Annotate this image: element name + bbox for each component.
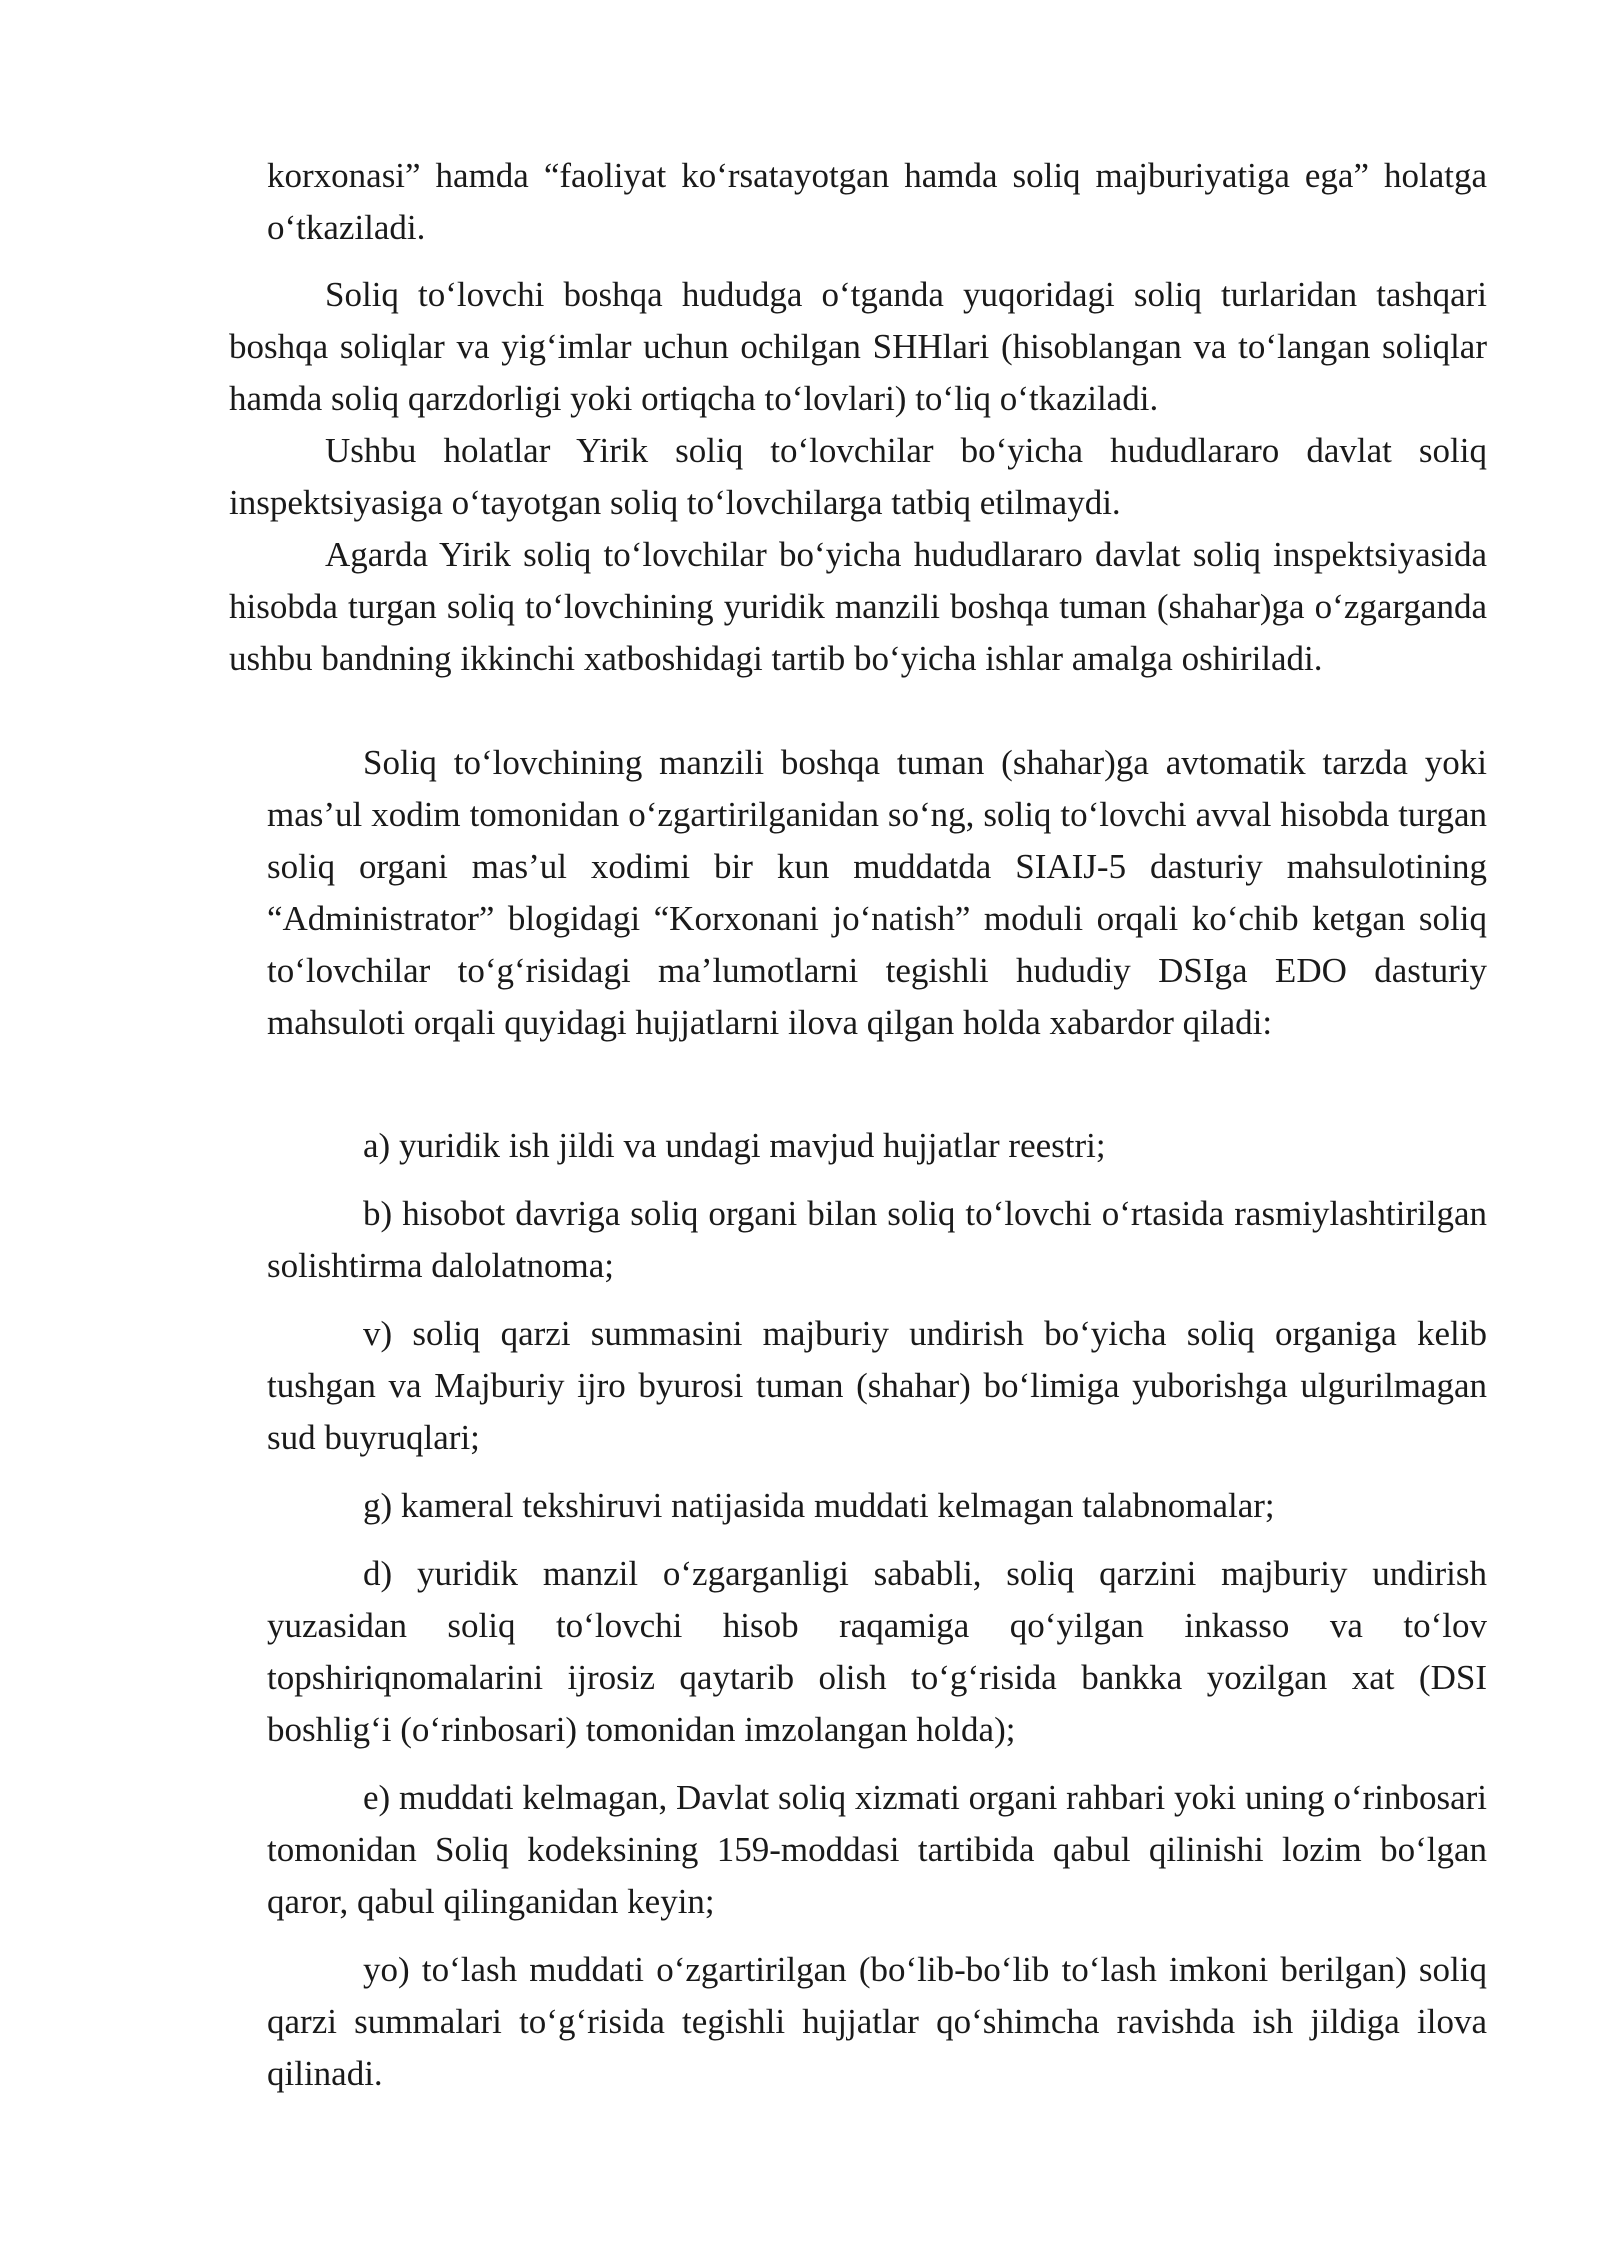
list-item-g: g) kameral tekshiruvi natijasida muddati kelmagan talabnomalar; (363, 1486, 1275, 1525)
paragraph-exception: Ushbu holatlar Yirik soliq to‘lovchilar bo‘yicha hududlararo davlat soliq inspektsiyasiga o‘tayotgan soliq to‘lovchilarga tatbiq etilmaydi. (229, 431, 1487, 522)
paragraph-large-taxpayers: Agarda Yirik soliq to‘lovchilar bo‘yicha hududlararo davlat soliq inspektsiyasida hisobda turgan soliq to‘lovchining yuridik manzili boshqa tuman (shahar)ga o‘zgarganda ushbu bandning ikkinchi xatboshidagi tartib bo‘yicha ishlar amalga oshiriladi. (229, 535, 1487, 678)
paragraph-address-change: Soliq to‘lovchining manzili boshqa tuman (shahar)ga avtomatik tarzda yoki mas’ul xodim tomonidan o‘zgartirilganidan so‘ng, soliq to‘lovchi avval hisobda turgan soliq organi mas’ul xodimi bir kun muddatda SIAIJ-5 dasturiy mahsulotining “Administrator” blogidagi “Korxonani jo‘natish” moduli orqali ko‘chib ketgan soliq to‘lovchilar to‘g‘risidagi ma’lumotlarni tegishli hududiy DSIga EDO dasturiy mahsuloti orqali quyidagi hujjatlarni ilova qilgan holda xabardor qiladi: (267, 743, 1487, 1042)
list-item-d: d) yuridik manzil o‘zgarganligi sababli, soliq qarzini majburiy undirish yuzasidan soliq to‘lovchi hisob raqamiga qo‘yilgan inkasso va to‘lov topshiriqnomalarini ijrosiz qaytarib olish to‘g‘risida bankka yozilgan xat (DSI boshlig‘i (o‘rinbosari) tomonidan imzolangan holda); (267, 1554, 1487, 1749)
paragraph-transfer-taxes: Soliq to‘lovchi boshqa hududga o‘tganda yuqoridagi soliq turlaridan tashqari boshqa soliqlar va yig‘imlar uchun ochilgan SHHlari (hisoblangan va to‘langan soliqlar hamda soliq qarzdorligi yoki ortiqcha to‘lovlari) to‘liq o‘tkaziladi. (229, 275, 1487, 418)
list-item-e: e) muddati kelmagan, Davlat soliq xizmati organi rahbari yoki uning o‘rinbosari tomonidan Soliq kodeksining 159-moddasi tartibida qabul qilinishi lozim bo‘lgan qaror, qabul qilinganidan keyin; (267, 1778, 1487, 1921)
list-item-yo: yo) to‘lash muddati o‘zgartirilgan (bo‘lib-bo‘lib to‘lash imkoni berilgan) soliq qarzi summalari to‘g‘risida tegishli hujjatlar qo‘shimcha ravishda ish jildiga ilova qilinadi. (267, 1950, 1487, 2093)
paragraph-continuation: korxonasi” hamda “faoliyat ko‘rsatayotgan hamda soliq majburiyatiga ega” holatga o‘tkaziladi. (267, 156, 1487, 247)
list-item-v: v) soliq qarzi summasini majburiy undirish bo‘yicha soliq organiga kelib tushgan va Majburiy ijro byurosi tuman (shahar) bo‘limiga yuborishga ulgurilmagan sud buyruqlari; (267, 1314, 1487, 1457)
list-item-a: a) yuridik ish jildi va undagi mavjud hujjatlar reestri; (363, 1126, 1106, 1165)
list-item-b: b) hisobot davriga soliq organi bilan soliq to‘lovchi o‘rtasida rasmiylashtirilgan solishtirma dalolatnoma; (267, 1194, 1487, 1285)
